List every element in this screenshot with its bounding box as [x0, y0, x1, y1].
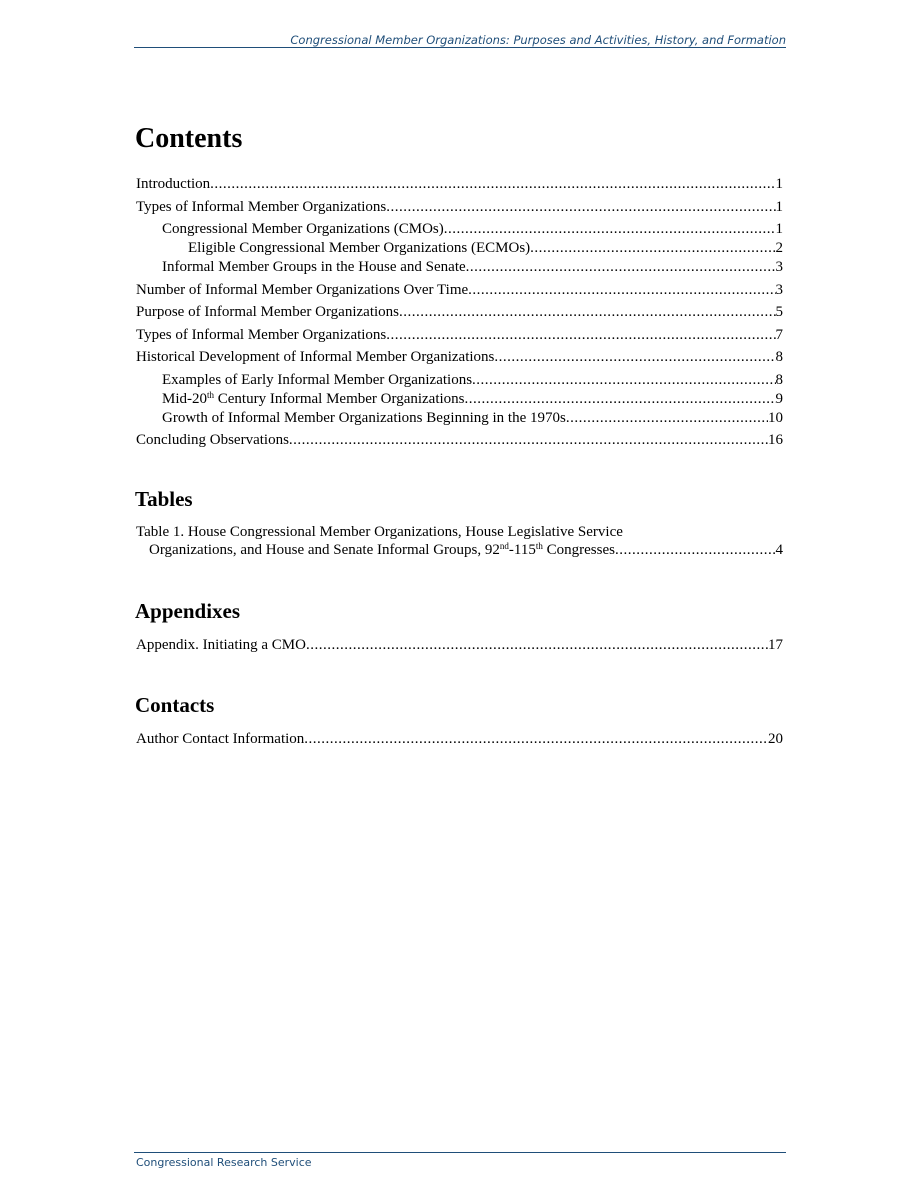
- toc-entry-page: 4: [775, 542, 783, 558]
- contents-list: [136, 175, 783, 449]
- contacts-heading: Contacts: [135, 693, 215, 717]
- dot-leader: [444, 220, 776, 238]
- toc-entry[interactable]: [136, 326, 783, 344]
- toc-entry-title: Growth of Informal Member Organizations Beginning in the 1970s: [162, 409, 566, 426]
- toc-entry[interactable]: [136, 409, 783, 427]
- toc-entry-title: Number of Informal Member Organizations Over Time: [136, 281, 469, 298]
- appendixes-heading: Appendixes: [135, 599, 241, 623]
- toc-entry-title: Informal Member Groups in the House and Senate: [162, 259, 466, 275]
- toc-entry[interactable]: [136, 636, 783, 654]
- toc-entry-title: Types of Informal Member Organizations: [136, 326, 387, 343]
- dot-leader: [468, 281, 775, 299]
- dot-leader: [566, 409, 768, 427]
- toc-entry-title: Concluding Observations: [136, 432, 289, 448]
- header-rule: [134, 47, 786, 48]
- toc-entry-page: 17: [768, 637, 783, 653]
- dot-leader: [494, 348, 775, 366]
- dot-leader: [465, 390, 776, 408]
- toc-entry[interactable]: [136, 390, 783, 408]
- toc-entry-page: 10: [768, 409, 783, 426]
- running-footer: Congressional Research Service: [136, 1156, 312, 1169]
- toc-entry-page: 8: [775, 371, 783, 388]
- toc-entry-page: 1: [775, 221, 783, 237]
- contacts-list: [136, 730, 783, 748]
- toc-entry-title: Types of Informal Member Organizations: [136, 198, 387, 215]
- table-entry-title-line2: Organizations, and House and Senate Informal Groups, 92nd-115th Congresses: [149, 541, 615, 558]
- toc-entry[interactable]: [136, 258, 783, 276]
- toc-entry[interactable]: [136, 281, 783, 299]
- toc-entry-page: 16: [768, 432, 783, 448]
- toc-entry-title: Appendix. Initiating a CMO: [136, 637, 306, 653]
- toc-entry-page: 1: [775, 176, 783, 192]
- toc-entry[interactable]: [136, 220, 783, 238]
- toc-entry-title: Congressional Member Organizations (CMOs): [162, 221, 444, 237]
- toc-entry-page: 9: [775, 390, 783, 407]
- toc-entry-title: Introduction: [136, 176, 211, 192]
- tables-list[interactable]: [136, 523, 783, 559]
- appendixes-list: [136, 636, 783, 654]
- toc-entry[interactable]: [136, 541, 783, 559]
- toc-entry-title: Eligible Congressional Member Organizations (ECMOs): [188, 240, 531, 256]
- contents-heading: Contents: [135, 123, 243, 154]
- dot-leader: [466, 258, 776, 276]
- toc-entry-title: Mid-20th Century Informal Member Organizations: [162, 389, 465, 407]
- dot-leader: [210, 175, 775, 193]
- dot-leader: [304, 730, 768, 748]
- toc-entry[interactable]: [136, 348, 783, 366]
- toc-entry[interactable]: [136, 198, 783, 216]
- toc-entry-page: 5: [775, 304, 783, 320]
- toc-entry-title: Examples of Early Informal Member Organizations: [162, 371, 473, 388]
- toc-entry-page: 20: [768, 731, 783, 747]
- dot-leader: [386, 198, 775, 216]
- dot-leader: [306, 636, 768, 654]
- dot-leader: [386, 326, 775, 344]
- toc-entry[interactable]: [136, 730, 783, 748]
- toc-entry-title: Author Contact Information: [136, 731, 305, 747]
- dot-leader: [289, 431, 768, 449]
- toc-entry[interactable]: [136, 239, 783, 257]
- toc-entry-page: 3: [775, 281, 783, 298]
- toc-entry[interactable]: [136, 175, 783, 193]
- toc-entry-page: 2: [775, 240, 783, 256]
- running-header: Congressional Member Organizations: Purposes and Activities, History, and Formation: [290, 33, 786, 47]
- toc-entry[interactable]: [136, 371, 783, 389]
- toc-entry-title: Historical Development of Informal Member Organizations: [136, 349, 495, 365]
- toc-entry-title: Purpose of Informal Member Organizations: [136, 304, 399, 320]
- dot-leader: [399, 303, 776, 321]
- toc-entry[interactable]: [136, 431, 783, 449]
- dot-leader: [615, 541, 776, 559]
- toc-entry-page: 3: [775, 259, 783, 275]
- toc-entry-page: 8: [775, 349, 783, 365]
- dot-leader: [530, 239, 775, 257]
- footer-rule: [134, 1152, 786, 1153]
- dot-leader: [472, 371, 775, 389]
- toc-entry[interactable]: [136, 303, 783, 321]
- toc-entry-page: 7: [775, 326, 783, 343]
- tables-heading: Tables: [135, 487, 193, 511]
- toc-entry-page: 1: [775, 198, 783, 215]
- table-entry-title-line1: Table 1. House Congressional Member Organizations, House Legislative Service: [136, 524, 623, 540]
